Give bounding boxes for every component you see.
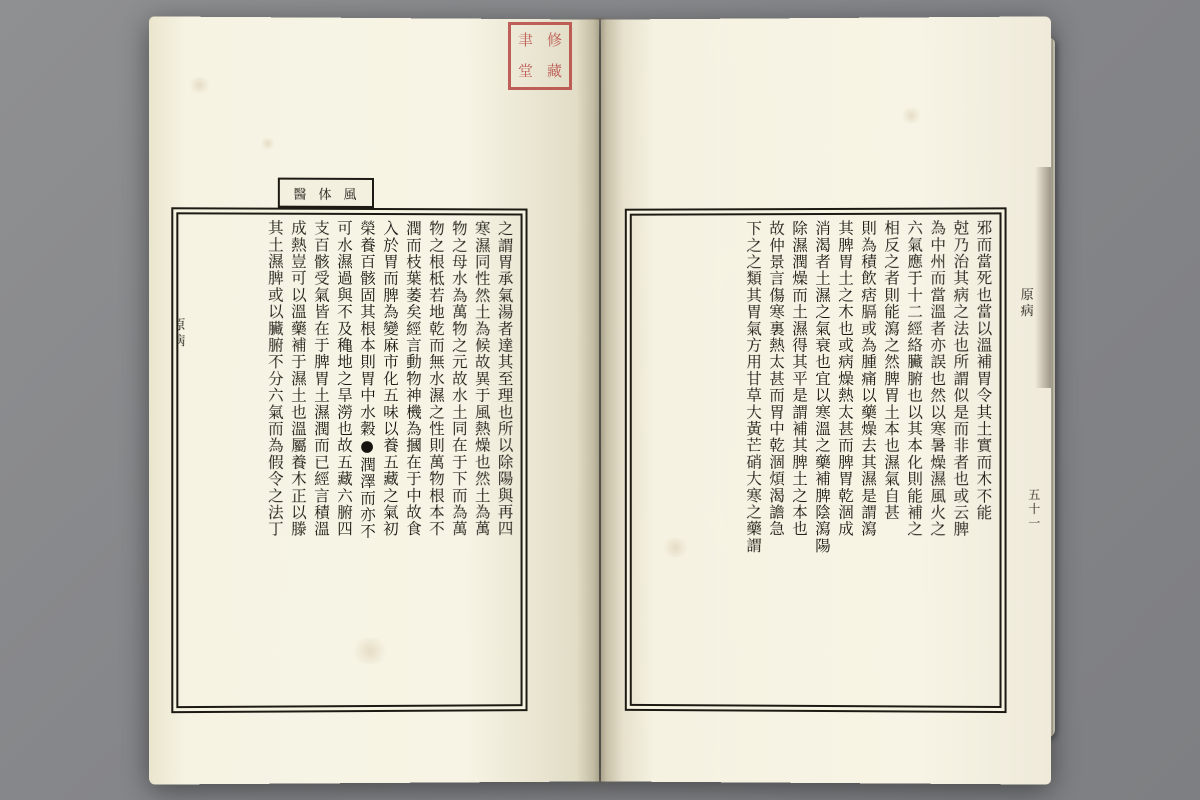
header-char-1: 醫 [293,187,309,203]
text-column: 尅乃治其病之法也所謂似是而非者也或云脾 [951,219,970,538]
text-column: 物之母水為萬物之元故水土同在于下而為萬 [449,220,468,538]
open-book [150,18,1050,783]
right-page [601,16,1051,784]
text-column: 故仲景言傷寒裏熱太甚而胃中乾涸煩渴譫急 [767,220,786,538]
left-page-header-box [278,178,374,208]
right-page-edge-wear [1035,167,1051,388]
text-column: 之謂胃承氣湯者達其至理也所以除陽與再四 [495,220,514,538]
text-column: 潤而枝葉萎矣經言動物神機為摑在于中故食 [403,220,422,538]
collector-seal [508,22,572,90]
text-column: 榮養百骸固其根本則胃中水穀●潤澤而亦不 [358,219,376,540]
left-text-columns [183,217,515,703]
text-column: 入於胃而脾為變麻市化五味以養五藏之氣初 [380,220,399,538]
book-spread [150,18,1050,783]
left-text-frame [171,207,527,713]
text-column: 消渴者土濕之氣衰也宜以寒溫之藥補脾陰瀉陽 [813,219,831,555]
seal-char-2: 修 [546,31,562,49]
text-column: 其土濕脾或以臟腑不分六氣而為假令之法丁 [265,219,284,538]
right-text-frame [625,207,1007,713]
page-number: 五十一 [1026,488,1041,531]
header-char-3: 風 [343,187,359,203]
text-column: 為中州而當溫者亦誤也然以寒暑燥濕風火之 [928,219,947,538]
right-text-columns [637,217,995,703]
text-column: 其脾胃土之木也或病燥熱太甚而脾胃乾涸成 [835,219,855,538]
text-column: 則為積飲痞膈或為腫痛以藥燥去其濕是謂瀉 [859,219,878,538]
text-column: 成熱豈可以溫藥補于濕土也溫屬養木正以滕 [288,219,307,538]
text-column: 邪而當死也當以溫補胃令其土實而木不能 [974,219,993,521]
seal-char-1: 聿 [517,31,533,49]
text-column: 支百骸受氣皆在于脾胃土濕潤而已經言積溫 [311,219,330,538]
text-column: 下之之類其胃氣方用甘草大黃芒硝大寒之藥謂 [744,220,763,554]
text-column: 可水濕過與不及穐地之旱澇也故五藏六腑四 [334,219,353,538]
seal-char-4: 藏 [546,62,562,80]
text-column: 六氣應于十二經絡臟腑也以其本化則能補之 [905,219,924,538]
text-column: 除濕潤燥而土濕得其平是謂補其脾土之本也 [790,220,809,538]
text-column: 寒濕同性然土為候故異于風熱燥也然土為萬 [472,220,491,538]
header-char-2: 体 [318,187,334,203]
text-column: 物之根柢若地乾而無水濕之性則萬物根本不 [426,220,445,538]
right-page-side-label: 原病 [1017,287,1033,320]
left-page [149,16,599,784]
left-page-side-label: 原病 [169,317,185,350]
text-column: 相反之者則能瀉之然脾胃土本也濕氣自甚 [882,219,901,521]
seal-char-3: 堂 [517,62,533,80]
